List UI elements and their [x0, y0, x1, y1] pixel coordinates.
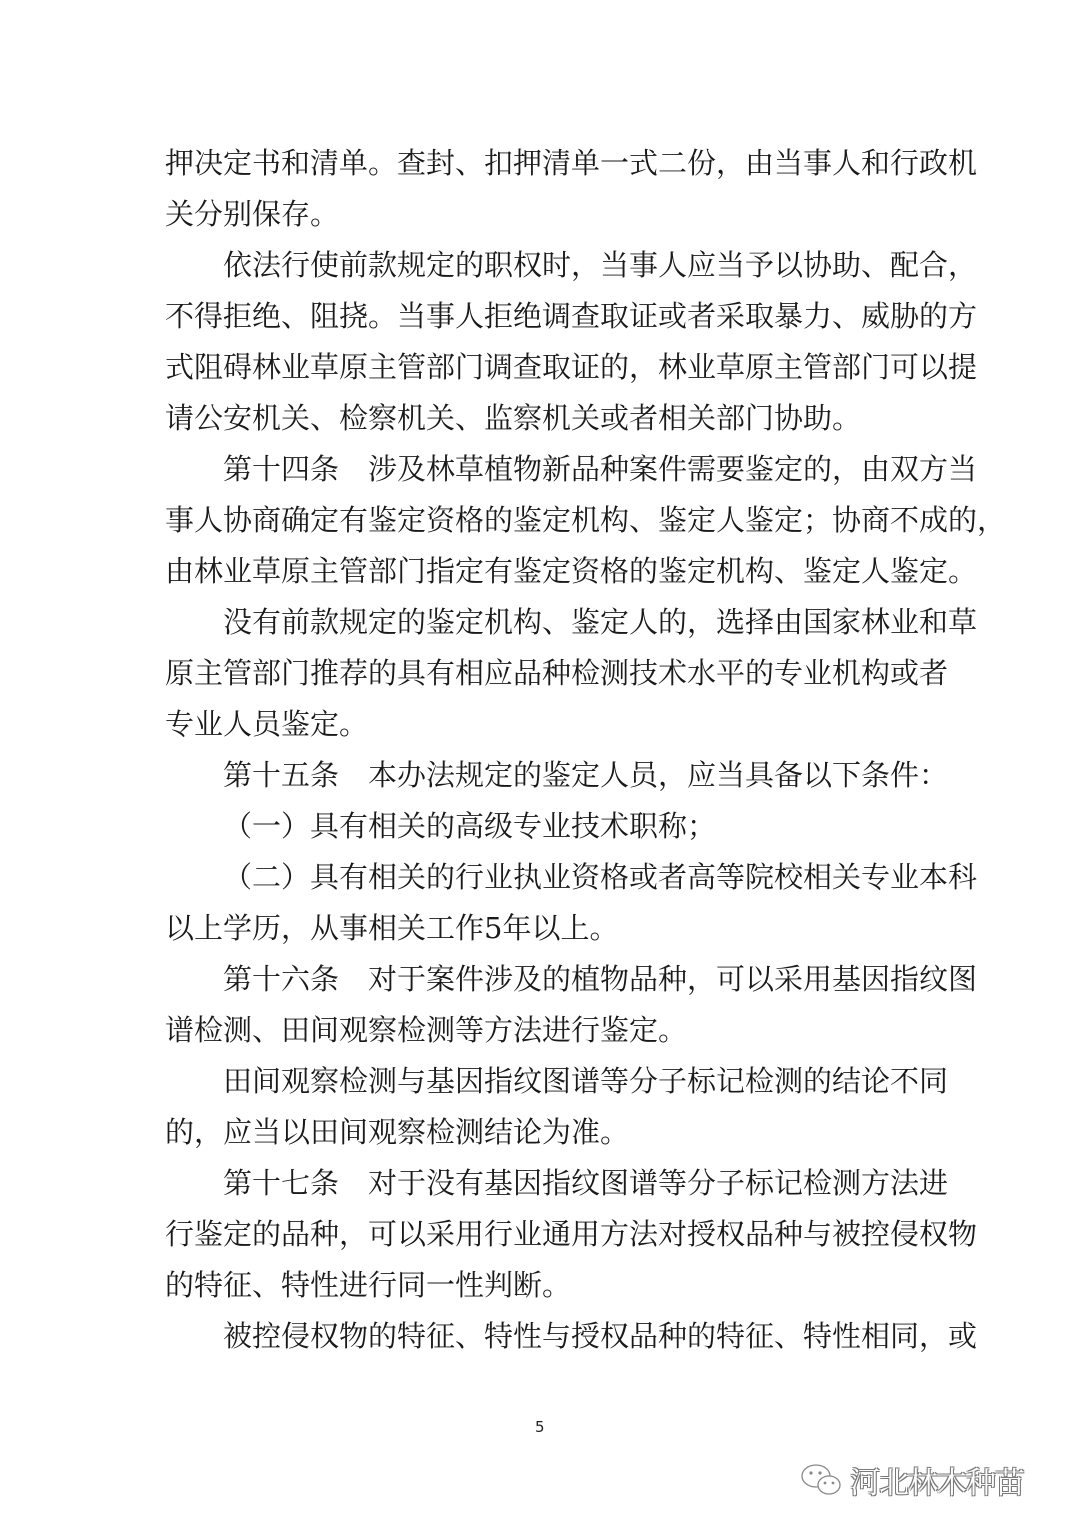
document-body: [165, 138, 1007, 1362]
text-line: 不得拒绝、阻挠。当事人拒绝调查取证或者采取暴力、威胁的方: [165, 299, 978, 333]
text-line: 专业人员鉴定。: [165, 707, 369, 741]
text-line: 田间观察检测与基因指纹图谱等分子标记检测的结论不同: [223, 1064, 949, 1098]
text-line: 以上学历，从事相关工作5年以上。: [165, 911, 619, 945]
wechat-icon: [800, 1462, 844, 1498]
text-line: 谱检测、田间观察检测等方法进行鉴定。: [165, 1013, 688, 1047]
article-14: 第十四条 涉及林草植物新品种案件需要鉴定的，由双方当: [223, 452, 978, 486]
watermark: [800, 1458, 1024, 1502]
text-line: 押决定书和清单。查封、扣押清单一式二份，由当事人和行政机: [165, 146, 978, 180]
text-line: 式阻碍林业草原主管部门调查取证的，林业草原主管部门可以提: [165, 350, 978, 384]
text-line: 的，应当以田间观察检测结论为准。: [165, 1115, 630, 1149]
text-line: 事人协商确定有鉴定资格的鉴定机构、鉴定人鉴定；协商不成的，: [165, 503, 1007, 537]
text-line: 关分别保存。: [165, 197, 340, 231]
text-line: （一）具有相关的高级专业技术职称；: [223, 809, 717, 843]
text-line: 原主管部门推荐的具有相应品种检测技术水平的专业机构或者: [165, 656, 949, 690]
text-line: 的特征、特性进行同一性判断。: [165, 1268, 572, 1302]
text-line: 没有前款规定的鉴定机构、鉴定人的，选择由国家林业和草: [223, 605, 978, 639]
text-line: 由林业草原主管部门指定有鉴定资格的鉴定机构、鉴定人鉴定。: [165, 554, 978, 588]
page-number: 5: [535, 1418, 545, 1436]
text-line: （二）具有相关的行业执业资格或者高等院校相关专业本科: [223, 860, 978, 894]
text-line: 被控侵权物的特征、特性与授权品种的特征、特性相同，或: [223, 1319, 978, 1353]
article-15: 第十五条 本办法规定的鉴定人员，应当具备以下条件：: [223, 758, 949, 792]
article-16: 第十六条 对于案件涉及的植物品种，可以采用基因指纹图: [223, 962, 978, 996]
article-17: 第十七条 对于没有基因指纹图谱等分子标记检测方法进: [223, 1166, 949, 1200]
text-line: 行鉴定的品种，可以采用行业通用方法对授权品种与被控侵权物: [165, 1217, 978, 1251]
text-line: 请公安机关、检察机关、监察机关或者相关部门协助。: [165, 401, 862, 435]
watermark-text: 河北林木种苗: [850, 1466, 1024, 1501]
text-line: 依法行使前款规定的职权时，当事人应当予以协助、配合，: [223, 248, 978, 282]
